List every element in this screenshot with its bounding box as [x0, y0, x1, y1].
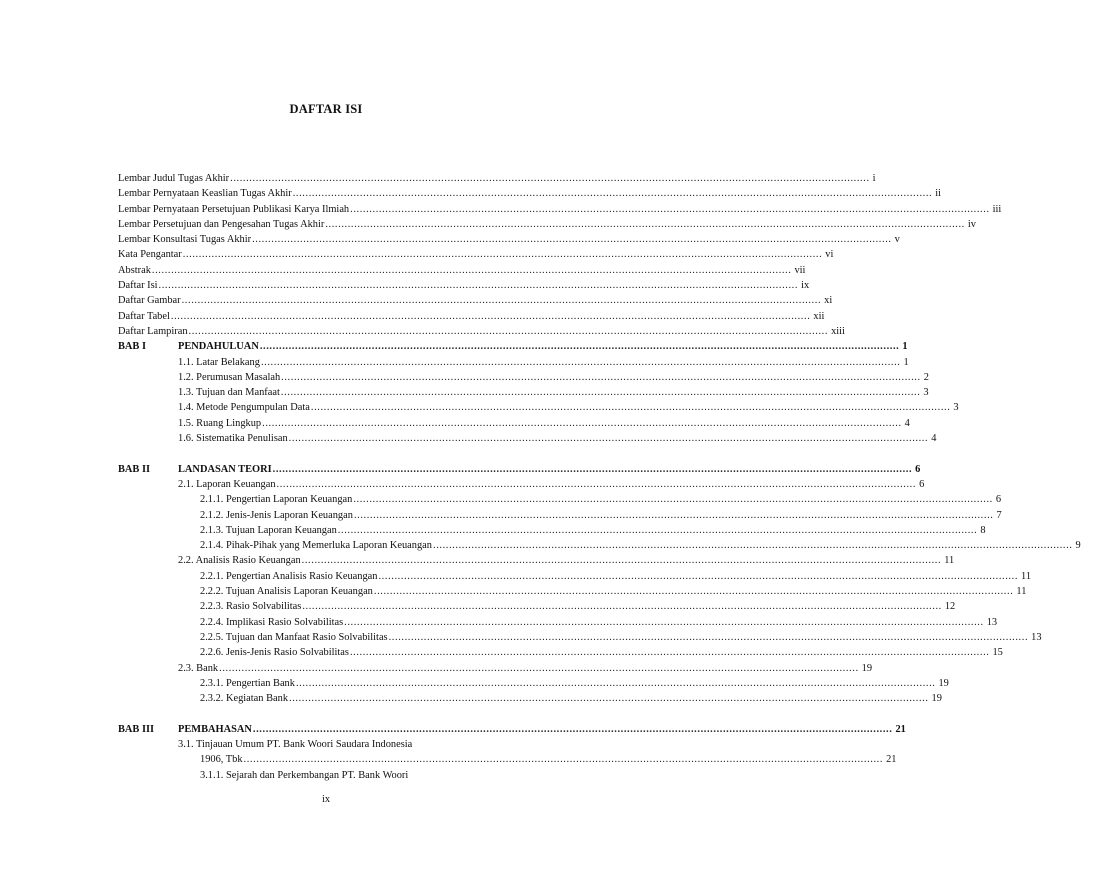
toc-leader-dots: ........................................................................................................................................................................................................ [219, 662, 859, 674]
toc-chapter-number: BAB II [118, 463, 151, 475]
toc-entry[interactable] [118, 508, 1002, 523]
toc-entry-page: 19 [938, 677, 949, 689]
toc-entry-label: 1.4. Metode Pengumpulan Data [178, 402, 310, 414]
toc-entry-label: 2.3. Bank [178, 662, 219, 674]
toc-entry[interactable] [118, 553, 955, 568]
toc-entry-label: PENDAHULUAN [178, 341, 259, 353]
toc-entry[interactable] [118, 355, 909, 370]
toc-entry-page: 15 [992, 647, 1003, 659]
page-title: DAFTAR ISI [289, 102, 363, 116]
toc-entry-page: 11 [944, 555, 955, 567]
toc-entry-label: 1.1. Latar Belakang [178, 356, 260, 368]
toc-entry-label: 1906, Tbk [200, 754, 243, 766]
toc-entry-label: 2.1.4. Pihak-Pihak yang Memerluka Laporan Keuangan [200, 540, 432, 552]
toc-entry-label: 1.2. Perumusan Masalah [178, 371, 281, 383]
toc-entry[interactable] [118, 477, 925, 492]
toc-entry-label: 3.1.1. Sejarah dan Perkembangan PT. Bank Woori [200, 769, 409, 781]
toc-leader-dots: ........................................................................................................................................................................................................ [259, 341, 900, 353]
toc-entry[interactable] [118, 615, 998, 630]
toc-entry[interactable] [118, 400, 959, 415]
toc-entry-label: 2.2.5. Tujuan dan Manfaat Rasio Solvabilitas [200, 631, 388, 643]
toc-entry-page: 6 [919, 478, 925, 490]
toc-entry[interactable] [118, 722, 906, 737]
toc-entry-page: 3 [923, 387, 929, 399]
toc-entry[interactable] [118, 293, 833, 308]
toc-leader-dots: ........................................................................................................................................................................................................ [151, 264, 792, 276]
toc-entry[interactable] [118, 370, 929, 385]
toc-entry-page: v [894, 234, 900, 246]
toc-entry-page: 1 [903, 356, 909, 368]
toc-leader-dots: ........................................................................................................................................................................................................ [388, 631, 1029, 643]
toc-entry-label: 3.1. Tinjauan Umum PT. Bank Woori Saudara Indonesia [178, 738, 413, 750]
toc-leader-dots: ........................................................................................................................................................................................................ [276, 478, 917, 490]
toc-entry-page: 9 [1075, 540, 1081, 552]
toc-leader-dots: ........................................................................................................................................................................................................ [292, 188, 933, 200]
toc-leader-dots: ........................................................................................................................................................................................................ [288, 433, 929, 445]
toc-entry-label: 2.1. Laporan Keuangan [178, 478, 276, 490]
toc-entry[interactable] [118, 645, 1003, 660]
toc-entry-page: xii [813, 310, 825, 322]
toc-chapter-number: BAB III [118, 723, 155, 735]
toc-leader-dots: ........................................................................................................................................................................................................ [302, 601, 942, 613]
toc-entry[interactable] [118, 263, 806, 278]
toc-leader-dots: ........................................................................................................................................................................................................ [373, 586, 1014, 598]
toc-leader-dots: ........................................................................................................................................................................................................ [378, 570, 1019, 582]
toc-leader-dots: ........................................................................................................................................................................................................ [344, 616, 984, 628]
toc-entry[interactable] [118, 630, 1042, 645]
toc-entry-page: 19 [931, 693, 942, 705]
toc-entry[interactable] [118, 309, 825, 324]
toc-entry[interactable] [118, 676, 949, 691]
toc-leader-dots: ........................................................................................................................................................................................................ [170, 310, 811, 322]
toc-entry-page: 6 [915, 463, 921, 475]
toc-entry[interactable] [118, 691, 942, 706]
toc-entry-label: 2.1.2. Jenis-Jenis Laporan Keuangan [200, 509, 353, 521]
toc-entry-page: iv [967, 218, 976, 230]
toc-entry-label: 1.3. Tujuan dan Manfaat [178, 387, 280, 399]
toc-entry-page: 11 [1016, 586, 1027, 598]
toc-entry[interactable] [118, 247, 834, 262]
toc-leader-dots: ........................................................................................................................................................................................................ [310, 402, 951, 414]
toc-entry[interactable] [118, 202, 1002, 217]
toc-entry-label: Daftar Gambar [118, 295, 181, 307]
toc-leader-dots: ........................................................................................................................................................................................................ [243, 754, 884, 766]
toc-entry-page: 7 [996, 509, 1002, 521]
toc-entry-page: iii [992, 203, 1002, 215]
toc-entry-label: 2.1.1. Pengertian Laporan Keuangan [200, 494, 353, 506]
toc-entry-page: 1 [902, 341, 908, 353]
toc-entry-label: Daftar Lampiran [118, 325, 188, 337]
toc-entry-page: xi [824, 295, 833, 307]
toc-entry-label: 2.2.1. Pengertian Analisis Rasio Keuangan [200, 570, 378, 582]
toc-entry-label: Lembar Judul Tugas Akhir [118, 173, 230, 184]
toc-entry[interactable] [118, 278, 810, 293]
toc-leader-dots: ........................................................................................................................................................................................................ [350, 203, 990, 215]
toc-entry[interactable] [118, 661, 873, 676]
toc-leader-dots: ........................................................................................................................................................................................................ [230, 173, 870, 184]
toc-entry-label: Lembar Pernyataan Persetujuan Publikasi Karya Ilmiah [118, 203, 350, 215]
page-number: ix [321, 794, 331, 805]
toc-entry-page: vi [825, 249, 834, 261]
toc-entry[interactable] [118, 569, 1032, 584]
toc-entry[interactable] [118, 584, 1027, 599]
toc-leader-dots: ........................................................................................................................................................................................................ [181, 295, 822, 307]
toc-leader-dots: ........................................................................................................................................................................................................ [158, 280, 799, 292]
toc-entry-page: 4 [931, 433, 937, 445]
toc-leader-dots: ........................................................................................................................................................................................................ [325, 218, 965, 230]
toc-entry[interactable] [118, 416, 910, 431]
toc-entry-label: Lembar Konsultasi Tugas Akhir [118, 234, 252, 246]
toc-entry-page: vii [794, 264, 806, 276]
toc-entry-page: 21 [895, 723, 906, 735]
toc-entry[interactable] [118, 171, 876, 186]
toc-entry-page: 12 [944, 601, 956, 613]
toc-leader-dots: ........................................................................................................................................................................................................ [295, 677, 936, 689]
toc-entry-label: Lembar Persetujuan dan Pengesahan Tugas Akhir [118, 218, 325, 230]
toc-entry-page: ii [935, 188, 942, 200]
toc-leader-dots: ........................................................................................................................................................................................................ [252, 234, 892, 246]
toc-leader-dots: ........................................................................................................................................................................................................ [353, 509, 994, 521]
toc-leader-dots: ........................................................................................................................................................................................................ [301, 555, 942, 567]
toc-entry[interactable] [118, 752, 897, 767]
toc-entry-label: 2.1.3. Tujuan Laporan Keuangan [200, 524, 337, 536]
toc-entry-label: 2.3.1. Pengertian Bank [200, 677, 295, 689]
toc-entry[interactable] [118, 385, 929, 400]
toc-leader-dots: ........................................................................................................................................................................................................ [252, 723, 893, 735]
toc-entry-page: 21 [886, 754, 897, 766]
toc-entry-label: 1.5. Ruang Lingkup [178, 417, 262, 429]
toc-chapter-number: BAB I [118, 341, 147, 353]
toc-entry-label: 2.2.2. Tujuan Analisis Laporan Keuangan [200, 586, 373, 598]
toc-entry-label: PEMBAHASAN [178, 723, 252, 735]
toc-entry[interactable] [118, 232, 900, 247]
toc-leader-dots: ........................................................................................................................................................................................................ [433, 540, 1073, 552]
toc-leader-dots: ........................................................................................................................................................................................................ [349, 647, 990, 659]
toc-entry-page: ix [801, 280, 810, 292]
toc-entry[interactable] [118, 339, 908, 354]
toc-entry[interactable] [118, 737, 530, 752]
toc-leader-dots: ........................................................................................................................................................................................................ [272, 463, 913, 475]
toc-entry-label: 2.2.4. Implikasi Rasio Solvabilitas [200, 616, 344, 628]
toc-entry-page: 2 [923, 371, 929, 383]
toc-entry-label: 1.6. Sistematika Penulisan [178, 433, 288, 445]
toc-entry-page: 6 [995, 494, 1002, 506]
toc-leader-dots: ........................................................................................................................................................................................................ [182, 249, 823, 261]
toc-spacer [118, 706, 530, 721]
toc-entry[interactable] [118, 462, 921, 477]
toc-entry-page: 3 [953, 402, 959, 414]
toc-entry-label: LANDASAN TEORI [178, 463, 272, 475]
toc-entry-page: 13 [986, 616, 998, 628]
toc-spacer [118, 446, 530, 461]
toc-leader-dots: ........................................................................................................................................................................................................ [281, 371, 921, 383]
toc-leader-dots: ........................................................................................................................................................................................................ [262, 417, 902, 429]
toc-entry[interactable] [118, 217, 976, 232]
toc-entry-page: 8 [980, 524, 986, 536]
toc-entry-label: Kata Pengantar [118, 249, 182, 261]
toc-entry-label: Daftar Isi [118, 280, 158, 292]
toc-entry-label: Abstrak [118, 264, 151, 276]
toc-entry[interactable] [118, 492, 1002, 507]
toc-entry-label: 2.2.6. Jenis-Jenis Rasio Solvabilitas [200, 647, 349, 659]
toc-entry[interactable] [118, 324, 845, 339]
toc-entry-page: 19 [861, 662, 873, 674]
toc-leader-dots: ........................................................................................................................................................................................................ [188, 325, 829, 337]
toc-entry[interactable] [118, 768, 530, 783]
toc-entry-label: Lembar Pernyataan Keaslian Tugas Akhir [118, 188, 292, 200]
toc-entry[interactable] [118, 538, 1081, 553]
toc-entry[interactable] [118, 599, 956, 614]
toc-leader-dots: ........................................................................................................................................................................................................ [280, 387, 921, 399]
toc-entry-label: Daftar Tabel [118, 310, 170, 322]
toc-entry-page: 11 [1021, 570, 1032, 582]
toc-entry[interactable] [118, 523, 986, 538]
toc-leader-dots: ........................................................................................................................................................................................................ [337, 524, 978, 536]
toc-entry[interactable] [118, 186, 942, 201]
table-of-contents [118, 171, 1081, 783]
toc-leader-dots: ........................................................................................................................................................................................................ [260, 356, 901, 368]
toc-entry-label: 2.3.2. Kegiatan Bank [200, 693, 289, 705]
toc-entry-page: xiii [831, 325, 845, 337]
toc-leader-dots: ........................................................................................................................................................................................................ [353, 494, 993, 506]
toc-entry-page: 13 [1031, 631, 1042, 643]
toc-entry-label: 2.2.3. Rasio Solvabilitas [200, 601, 302, 613]
toc-entry[interactable] [118, 431, 937, 446]
toc-entry-page: 4 [904, 417, 910, 429]
toc-entry-label: 2.2. Analisis Rasio Keuangan [178, 555, 301, 567]
toc-entry-page: i [872, 173, 876, 184]
toc-leader-dots: ........................................................................................................................................................................................................ [289, 693, 929, 705]
